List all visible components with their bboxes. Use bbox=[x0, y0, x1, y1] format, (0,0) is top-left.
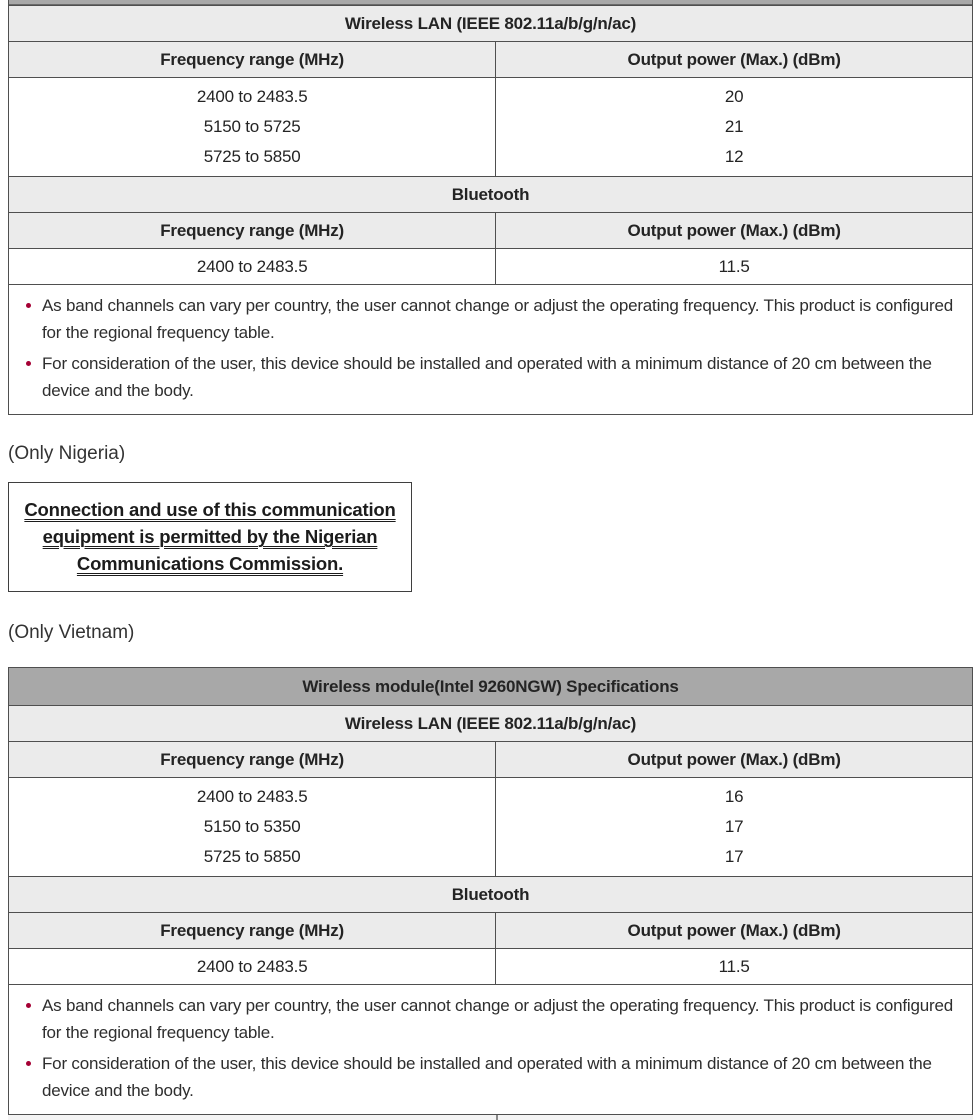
bluetooth-data-row bbox=[9, 948, 972, 984]
column-header-row bbox=[9, 741, 972, 777]
freq-cell bbox=[9, 949, 496, 984]
only-nigeria-label: (Only Nigeria) bbox=[8, 443, 126, 464]
note-bullet-icon bbox=[26, 361, 31, 366]
nigeria-notice-box bbox=[8, 482, 412, 592]
note-bullet-icon bbox=[26, 303, 31, 308]
module-title-header bbox=[9, 668, 972, 705]
power-value: 11.5 bbox=[718, 256, 750, 276]
freq-value: 5725 to 5850 bbox=[203, 147, 301, 166]
note-text: As band channels can vary per country, the user cannot change or adjust the operating frequency. This product is configured for the regional frequency table. bbox=[42, 996, 953, 1042]
power-column-header: Output power (Max.) (dBm) bbox=[627, 749, 841, 769]
wlan-section-header-1 bbox=[9, 5, 972, 41]
power-cell bbox=[496, 78, 972, 176]
freq-column-header: Frequency range (MHz) bbox=[9, 913, 496, 948]
freq-value: 2400 to 2483.5 bbox=[196, 787, 308, 806]
power-value: 11.5 bbox=[718, 956, 750, 976]
freq-cell bbox=[9, 778, 496, 876]
bluetooth-section-title: Bluetooth bbox=[451, 884, 530, 904]
wireless-spec-table-2 bbox=[8, 667, 973, 1115]
column-header-row bbox=[9, 41, 972, 77]
power-cell bbox=[496, 949, 972, 984]
freq-value: 2400 to 2483.5 bbox=[196, 956, 308, 976]
power-cell bbox=[496, 249, 972, 284]
wlan-section-title: Wireless LAN (IEEE 802.11a/b/g/n/ac) bbox=[344, 13, 637, 33]
column-header-row bbox=[9, 212, 972, 248]
freq-value: 5725 to 5850 bbox=[203, 847, 301, 866]
notice-line: Communications Commission. bbox=[76, 553, 344, 574]
bluetooth-section-header-1 bbox=[9, 176, 972, 212]
bluetooth-section-title: Bluetooth bbox=[451, 184, 530, 204]
bluetooth-data-row bbox=[9, 248, 972, 284]
power-column-header: Output power (Max.) (dBm) bbox=[627, 920, 841, 940]
freq-value: 2400 to 2483.5 bbox=[196, 87, 308, 106]
note-text: For consideration of the user, this device should be installed and operated with a minimum distance of 20 cm between the device and the body. bbox=[42, 354, 932, 400]
wlan-data-row bbox=[9, 77, 972, 176]
freq-value: 2400 to 2483.5 bbox=[196, 256, 308, 276]
notice-line: Connection and use of this communication bbox=[24, 499, 396, 520]
power-column-header: Output power (Max.) (dBm) bbox=[627, 220, 841, 240]
freq-value: 5150 to 5350 bbox=[203, 817, 301, 836]
note-text: For consideration of the user, this device should be installed and operated with a minimum distance of 20 cm between the device and the body. bbox=[42, 1054, 932, 1100]
power-cell bbox=[496, 778, 972, 876]
power-value: 21 bbox=[724, 117, 744, 136]
power-value: 20 bbox=[724, 87, 744, 106]
freq-cell bbox=[9, 249, 496, 284]
note-item bbox=[22, 350, 958, 404]
column-header-row bbox=[9, 912, 972, 948]
wlan-data-row bbox=[9, 777, 972, 876]
wlan-section-title: Wireless LAN (IEEE 802.11a/b/g/n/ac) bbox=[344, 713, 637, 733]
vietnam-table-wrap bbox=[8, 667, 977, 1120]
freq-cell bbox=[9, 78, 496, 176]
power-value: 17 bbox=[724, 817, 744, 836]
note-bullet-icon bbox=[26, 1003, 31, 1008]
freq-value: 5150 to 5725 bbox=[203, 117, 301, 136]
freq-column-header: Frequency range (MHz) bbox=[9, 42, 496, 77]
module-title: Wireless module(Intel 9260NGW) Specifications bbox=[302, 676, 679, 696]
wlan-section-header-2 bbox=[9, 705, 972, 741]
note-bullet-icon bbox=[26, 1061, 31, 1066]
power-value: 12 bbox=[724, 147, 744, 166]
note-item bbox=[22, 292, 958, 346]
freq-column-header: Frequency range (MHz) bbox=[9, 213, 496, 248]
notes-cell bbox=[9, 284, 972, 414]
wireless-spec-table-1 bbox=[8, 0, 973, 415]
next-row-cutoff-sliver bbox=[8, 1115, 973, 1120]
power-value: 16 bbox=[724, 787, 744, 806]
notice-line: equipment is permitted by the Nigerian bbox=[42, 526, 378, 547]
only-vietnam-label: (Only Vietnam) bbox=[8, 622, 135, 643]
power-value: 17 bbox=[724, 847, 744, 866]
note-item bbox=[22, 1050, 958, 1104]
freq-column-header: Frequency range (MHz) bbox=[9, 742, 496, 777]
power-column-header: Output power (Max.) (dBm) bbox=[627, 49, 841, 69]
note-item bbox=[22, 992, 958, 1046]
column-divider bbox=[496, 1115, 498, 1120]
bluetooth-section-header-2 bbox=[9, 876, 972, 912]
notes-cell bbox=[9, 984, 972, 1114]
note-text: As band channels can vary per country, the user cannot change or adjust the operating frequency. This product is configured for the regional frequency table. bbox=[42, 296, 953, 342]
